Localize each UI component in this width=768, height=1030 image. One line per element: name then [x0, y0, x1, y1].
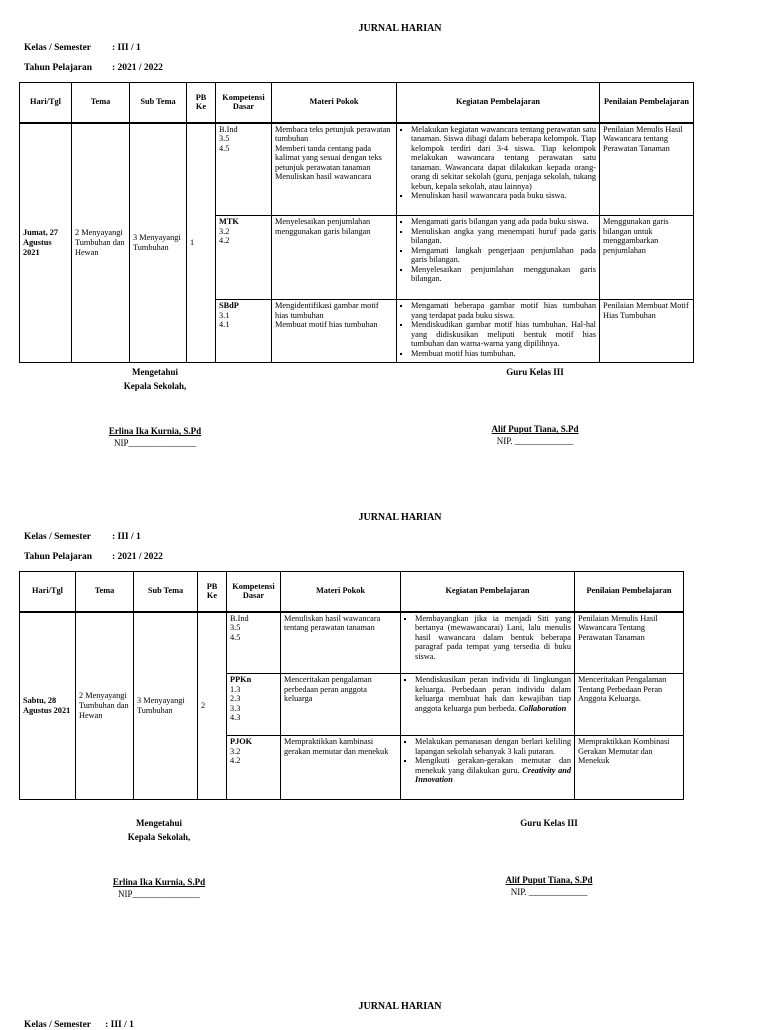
- guru-signature-2: [489, 818, 609, 897]
- kd-cell: [227, 674, 281, 736]
- kegiatan-cell: [397, 216, 600, 300]
- guru-name: Alif Puput Tiana, S.Pd: [505, 875, 593, 885]
- journal-2-kelas-line: [24, 532, 141, 542]
- tahun-value: : 2021 / 2022: [112, 63, 163, 73]
- kegiatan-item: [415, 756, 571, 785]
- kegiatan-item: ▪ Membayangkan jika ia menjadi Siti yang bertanya (mewawancarai) Lani, lalu menulis hasil wawancara dalam bentuk beberapa paragraf pada tempat yang tersedia di buku siswa.: [415, 614, 571, 662]
- header-penilaian: Penilaian Pembelajaran: [600, 83, 694, 123]
- kegiatan-item: ▪ Melakukan kegiatan wawancara tentang perawatan satu tanaman. Siswa dibagi dalam beberapa kelompok. Tiap kelompok terdiri dari 3-4 siswa. Tiap kelompok melakukan wawancara tentang perawatan satu tanaman. Wawancara dapat dilakukan kepada orang-orang di sekitar sekolah (guru, penjaga sekolah, tukang kebun, kepala sekolah, atau lainnya): [411, 125, 596, 192]
- kegiatan-item: ▪ Menuliskan hasil wawancara pada buku siswa.: [411, 191, 596, 201]
- penilaian-cell: Penilaian Membuat Motif Hias Tumbuhan: [600, 300, 694, 363]
- hari-cell: Sabtu, 28 Agustus 2021: [20, 612, 76, 800]
- kepala-label: Kepala Sekolah,: [127, 832, 191, 842]
- kegiatan-emphasis: Creativity and Innovation: [415, 765, 571, 785]
- header-kd: Kompetensi Dasar: [227, 572, 281, 612]
- mengetahui-label: Mengetahui: [132, 367, 178, 377]
- materi-cell: Menceritakan pengalaman perbedaan peran anggota keluarga: [281, 674, 401, 736]
- header-kegiatan: Kegiatan Pembelajaran: [401, 572, 575, 612]
- guru-name: Alif Puput Tiana, S.Pd: [491, 424, 579, 434]
- kelas-value: : III / 1: [112, 43, 141, 53]
- kelas-label: Kelas / Semester: [24, 43, 92, 53]
- kegiatan-item: ▪ Mengamati garis bilangan yang ada pada buku siswa.: [411, 217, 596, 227]
- kegiatan-item: ▪ Membuat motif hias tumbuhan.: [411, 349, 596, 359]
- kd-subject: PJOK: [230, 737, 253, 746]
- journal-1-tahun-line: [24, 63, 163, 73]
- journal-2-tahun-line: [24, 552, 163, 562]
- kd-codes: 3.1 4.1: [219, 310, 230, 330]
- penilaian-cell: Mempraktikkan Kombinasi Gerakan Memutar dan Menekuk: [575, 736, 684, 800]
- header-hari: Hari/Tgl: [20, 572, 76, 612]
- tahun-label: Tahun Pelajaran: [24, 63, 93, 73]
- kd-cell: [216, 216, 272, 300]
- guru-title: Guru Kelas III: [520, 818, 578, 828]
- kepsek-name: Erlina Ika Kurnia, S.Pd: [108, 426, 202, 436]
- penilaian-cell: Menggunakan garis bilangan untuk menggambarkan penjumlahan: [600, 216, 694, 300]
- subtema-cell: 3 Menyayangi Tumbuhan: [130, 123, 187, 363]
- penilaian-cell: Penilaian Menulis Hasil Wawancara Tentang Perawatan Tanaman: [575, 612, 684, 674]
- header-kd: Kompetensi Dasar: [216, 83, 272, 123]
- kd-subject: SBdP: [219, 301, 239, 310]
- header-pb: PB Ke: [187, 83, 216, 123]
- kegiatan-text: Mengikuti gerakan-gerakan memutar dan menekuk yang dilakukan guru.: [415, 756, 571, 775]
- journal-3-title: JURNAL HARIAN: [358, 1001, 442, 1012]
- kegiatan-item: ▪ Menuliskan angka yang menempati huruf pada garis bilangan.: [411, 227, 596, 246]
- kegiatan-cell: [397, 300, 600, 363]
- kd-cell: [216, 300, 272, 363]
- kegiatan-cell: [401, 736, 575, 800]
- kegiatan-emphasis: Collaboration: [518, 703, 567, 713]
- journal-2-table: [19, 571, 684, 800]
- kd-subject: PPKn: [230, 675, 252, 684]
- header-hari: Hari/Tgl: [20, 83, 72, 123]
- penilaian-cell: Menceritakan Pengalaman Tentang Perbedaan Peran Anggota Keluarga.: [575, 674, 684, 736]
- pb-cell: 2: [198, 612, 227, 800]
- header-pb: PB Ke: [198, 572, 227, 612]
- kd-cell: [227, 612, 281, 674]
- materi-cell: Mempraktikkan kambinasi gerakan memutar dan menekuk: [281, 736, 401, 800]
- kepala-label: Kepala Sekolah,: [123, 381, 187, 391]
- journal-1-table: [19, 82, 694, 363]
- kd-cell: [227, 736, 281, 800]
- kegiatan-item: [415, 675, 571, 713]
- materi-cell: Menuliskan hasil wawancara tentang perawatan tanaman: [281, 612, 401, 674]
- kd-cell: [216, 123, 272, 216]
- kegiatan-cell: [401, 612, 575, 674]
- kegiatan-cell: [401, 674, 575, 736]
- journal-1-kelas-line: [24, 43, 141, 53]
- kepsek-nip: NIP_______________: [117, 889, 200, 899]
- journal-1-title: JURNAL HARIAN: [358, 23, 442, 34]
- kegiatan-text: Mendiskusikan peran individu di lingkungan keluarga. Perbedaan peran individu dalam keluarga membuat hak dan kewajiban tiap anggota keluarga pun berbeda.: [415, 675, 571, 713]
- materi-cell: Membaca teks petunjuk perawatan tumbuhan Memberi tanda centang pada kalimat yang sesuai dengan teks petunjuk perawatan tanaman Menuliskan hasil wawancara: [272, 123, 397, 216]
- tema-cell: 2 Menyayangi Tumbuhan dan Hewan: [76, 612, 134, 800]
- kd-subject: B.Ind: [230, 613, 249, 623]
- tahun-value: : 2021 / 2022: [112, 552, 163, 562]
- guru-title: Guru Kelas III: [506, 367, 564, 377]
- kepsek-name: Erlina Ika Kurnia, S.Pd: [112, 877, 206, 887]
- header-materi: Materi Pokok: [272, 83, 397, 123]
- kegiatan-item: ▪ Mengamati langkah pengerjaan penjumlahan pada garis bilangan.: [411, 246, 596, 265]
- subtema-cell: 3 Menyayangi Tumbuhan: [134, 612, 198, 800]
- mengetahui-label: Mengetahui: [136, 818, 182, 828]
- hari-cell: Jumat, 27 Agustus 2021: [20, 123, 72, 363]
- header-subtema: Sub Tema: [130, 83, 187, 123]
- kd-codes: 3.2 4.2: [219, 226, 230, 246]
- kepsek-signature-2: [99, 818, 219, 899]
- header-tema: Tema: [72, 83, 130, 123]
- header-penilaian: Penilaian Pembelajaran: [575, 572, 684, 612]
- kepsek-nip: NIP_______________: [113, 438, 196, 448]
- header-tema: Tema: [76, 572, 134, 612]
- penilaian-cell: Penilaian Menulis Hasil Wawancara tentang Perawatan Tanaman: [600, 123, 694, 216]
- tema-cell: 2 Menyayangi Tumbuhan dan Hewan: [72, 123, 130, 363]
- tahun-label: Tahun Pelajaran: [24, 552, 93, 562]
- materi-cell: Menyelesaikan penjumlahan menggunakan garis bilangan: [272, 216, 397, 300]
- header-kegiatan: Kegiatan Pembelajaran: [397, 83, 600, 123]
- kelas-label: Kelas / Semester: [24, 532, 92, 542]
- guru-nip: NIP. _____________: [496, 436, 574, 446]
- kegiatan-cell: [397, 123, 600, 216]
- kd-codes: 3.5 4.5: [230, 623, 241, 642]
- kegiatan-item: ▪ Melakukan pemanasan dengan berlari keliling lapangan sekolah sebanyak 3 kali putaran.: [415, 737, 571, 756]
- kegiatan-item: ▪ Mengamati beberapa gambar motif hias tumbuhan yang terdapat pada buku siswa.: [411, 301, 596, 320]
- kegiatan-item: ▪ Mendiskudikan gambar motif hias tumbuhan. Hal-hal yang didiskusikan meliputi bentuk motif hias tumbuhan dan warna-warna yang dipilihnya.: [411, 320, 596, 349]
- header-subtema: Sub Tema: [134, 572, 198, 612]
- header-materi: Materi Pokok: [281, 572, 401, 612]
- kepsek-signature-1: [95, 367, 215, 448]
- journal-3-kelas-partial: Kelas / Semester : III / 1: [24, 1020, 134, 1030]
- kd-codes: 3.2 4.2: [230, 746, 241, 766]
- kd-codes: 3.5 4.5: [219, 134, 230, 153]
- kd-subject: MTK: [219, 217, 239, 226]
- journal-2-title: JURNAL HARIAN: [358, 512, 442, 523]
- guru-signature-1: [475, 367, 595, 446]
- kd-subject: B.Ind: [219, 124, 238, 134]
- kelas-value: : III / 1: [112, 532, 141, 542]
- kd-codes: 1.3 2.3 3.3 4.3: [230, 684, 241, 723]
- materi-cell: Mengidentifikasi gambar motif hias tumbuhan Membuat motif hias tumbuhan: [272, 300, 397, 363]
- pb-cell: 1: [187, 123, 216, 363]
- guru-nip: NIP. _____________: [510, 887, 588, 897]
- kegiatan-item: ▪ Menyelesaikan penjumlahan menggunakan garis bilangan.: [411, 265, 596, 284]
